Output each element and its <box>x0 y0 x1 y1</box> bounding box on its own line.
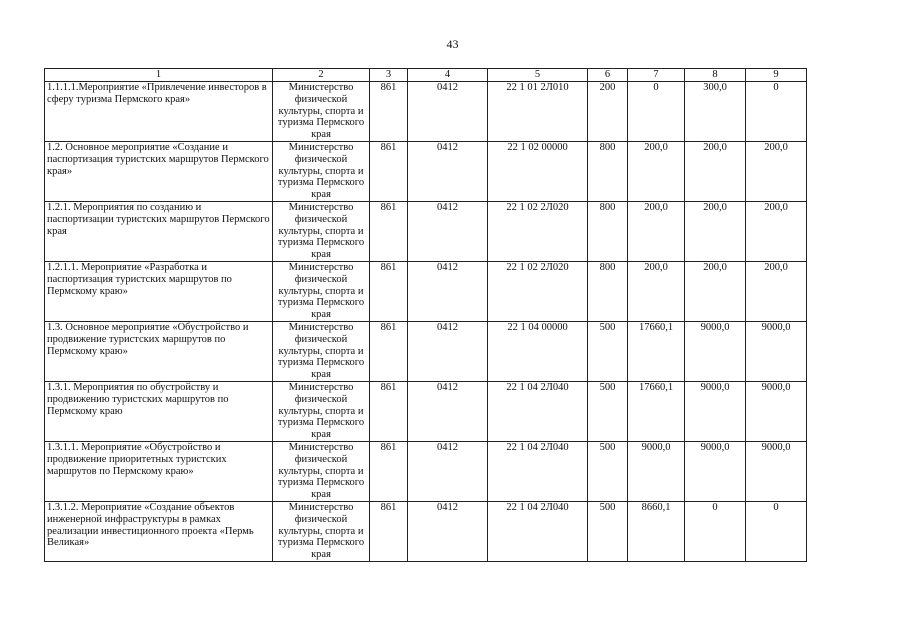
row-name-cell: 1.3.1. Мероприятия по обустройству и продвижению туристских маршрутов по Пермскому краю <box>45 382 273 442</box>
table-row <box>45 82 807 142</box>
row-name-cell: 1.3.1.2. Мероприятие «Создание объектов инженерной инфраструктуры в рамках реализации инвестиционного проекта «Пермь Великая» <box>45 502 273 562</box>
target-code-cell: 22 1 04 2Л040 <box>488 382 588 442</box>
section-code-cell: 0412 <box>408 82 488 142</box>
amount-cell: 0 <box>746 502 807 562</box>
amount-cell: 200,0 <box>746 142 807 202</box>
amount-cell: 200,0 <box>685 262 746 322</box>
section-code-cell: 0412 <box>408 322 488 382</box>
organization-cell: Министерство физической культуры, спорта и туризма Пермского края <box>273 202 370 262</box>
amount-cell: 9000,0 <box>746 382 807 442</box>
amount-cell: 0 <box>685 502 746 562</box>
section-code-cell: 0412 <box>408 202 488 262</box>
row-name-cell: 1.3. Основное мероприятие «Обустройство и продвижение туристских маршрутов по Пермскому краю» <box>45 322 273 382</box>
amount-cell: 200,0 <box>746 262 807 322</box>
amount-cell: 0 <box>628 82 685 142</box>
amount-cell: 200,0 <box>685 202 746 262</box>
amount-cell: 200,0 <box>628 262 685 322</box>
code-cell: 861 <box>370 322 408 382</box>
column-header: 8 <box>685 69 746 82</box>
row-name-cell: 1.2. Основное мероприятие «Создание и паспортизация туристских маршрутов Пермского края» <box>45 142 273 202</box>
section-code-cell: 0412 <box>408 442 488 502</box>
section-code-cell: 0412 <box>408 142 488 202</box>
code-cell: 861 <box>370 442 408 502</box>
amount-cell: 200,0 <box>746 202 807 262</box>
row-name-cell: 1.2.1. Мероприятия по созданию и паспортизации туристских маршрутов Пермского края <box>45 202 273 262</box>
target-code-cell: 22 1 04 2Л040 <box>488 442 588 502</box>
row-name-cell: 1.3.1.1. Мероприятие «Обустройство и продвижение приоритетных туристских маршрутов по Пермскому краю» <box>45 442 273 502</box>
code-cell: 861 <box>370 382 408 442</box>
expense-type-cell: 500 <box>588 442 628 502</box>
table-body <box>45 82 807 562</box>
column-header: 9 <box>746 69 807 82</box>
budget-table <box>44 68 807 562</box>
organization-cell: Министерство физической культуры, спорта и туризма Пермского края <box>273 322 370 382</box>
expense-type-cell: 500 <box>588 322 628 382</box>
column-header: 2 <box>273 69 370 82</box>
table-row <box>45 262 807 322</box>
table-row <box>45 382 807 442</box>
code-cell: 861 <box>370 142 408 202</box>
organization-cell: Министерство физической культуры, спорта и туризма Пермского края <box>273 142 370 202</box>
column-header: 6 <box>588 69 628 82</box>
expense-type-cell: 800 <box>588 202 628 262</box>
organization-cell: Министерство физической культуры, спорта и туризма Пермского края <box>273 382 370 442</box>
expense-type-cell: 500 <box>588 502 628 562</box>
page-number: 43 <box>446 37 459 51</box>
amount-cell: 0 <box>746 82 807 142</box>
amount-cell: 200,0 <box>628 142 685 202</box>
amount-cell: 9000,0 <box>746 322 807 382</box>
target-code-cell: 22 1 02 2Л020 <box>488 202 588 262</box>
amount-cell: 300,0 <box>685 82 746 142</box>
section-code-cell: 0412 <box>408 262 488 322</box>
row-name-cell: 1.2.1.1. Мероприятие «Разработка и паспортизация туристских маршрутов по Пермскому краю» <box>45 262 273 322</box>
amount-cell: 9000,0 <box>746 442 807 502</box>
column-header: 3 <box>370 69 408 82</box>
amount-cell: 17660,1 <box>628 382 685 442</box>
target-code-cell: 22 1 01 2Л010 <box>488 82 588 142</box>
amount-cell: 17660,1 <box>628 322 685 382</box>
table-row <box>45 442 807 502</box>
column-header: 4 <box>408 69 488 82</box>
amount-cell: 9000,0 <box>685 322 746 382</box>
organization-cell: Министерство физической культуры, спорта и туризма Пермского края <box>273 502 370 562</box>
column-header: 1 <box>45 69 273 82</box>
expense-type-cell: 500 <box>588 382 628 442</box>
amount-cell: 200,0 <box>628 202 685 262</box>
target-code-cell: 22 1 04 2Л040 <box>488 502 588 562</box>
amount-cell: 9000,0 <box>685 382 746 442</box>
expense-type-cell: 800 <box>588 142 628 202</box>
section-code-cell: 0412 <box>408 382 488 442</box>
code-cell: 861 <box>370 502 408 562</box>
table-row <box>45 322 807 382</box>
target-code-cell: 22 1 04 00000 <box>488 322 588 382</box>
code-cell: 861 <box>370 202 408 262</box>
organization-cell: Министерство физической культуры, спорта и туризма Пермского края <box>273 442 370 502</box>
section-code-cell: 0412 <box>408 502 488 562</box>
amount-cell: 9000,0 <box>628 442 685 502</box>
amount-cell: 8660,1 <box>628 502 685 562</box>
table-header-row <box>45 69 807 82</box>
row-name-cell: 1.1.1.1.Мероприятие «Привлечение инвесторов в сферу туризма Пермского края» <box>45 82 273 142</box>
amount-cell: 200,0 <box>685 142 746 202</box>
target-code-cell: 22 1 02 00000 <box>488 142 588 202</box>
expense-type-cell: 200 <box>588 82 628 142</box>
column-header: 5 <box>488 69 588 82</box>
table-row <box>45 502 807 562</box>
target-code-cell: 22 1 02 2Л020 <box>488 262 588 322</box>
code-cell: 861 <box>370 82 408 142</box>
table-row <box>45 142 807 202</box>
column-header: 7 <box>628 69 685 82</box>
amount-cell: 9000,0 <box>685 442 746 502</box>
table-row <box>45 202 807 262</box>
expense-type-cell: 800 <box>588 262 628 322</box>
organization-cell: Министерство физической культуры, спорта и туризма Пермского края <box>273 82 370 142</box>
code-cell: 861 <box>370 262 408 322</box>
organization-cell: Министерство физической культуры, спорта и туризма Пермского края <box>273 262 370 322</box>
